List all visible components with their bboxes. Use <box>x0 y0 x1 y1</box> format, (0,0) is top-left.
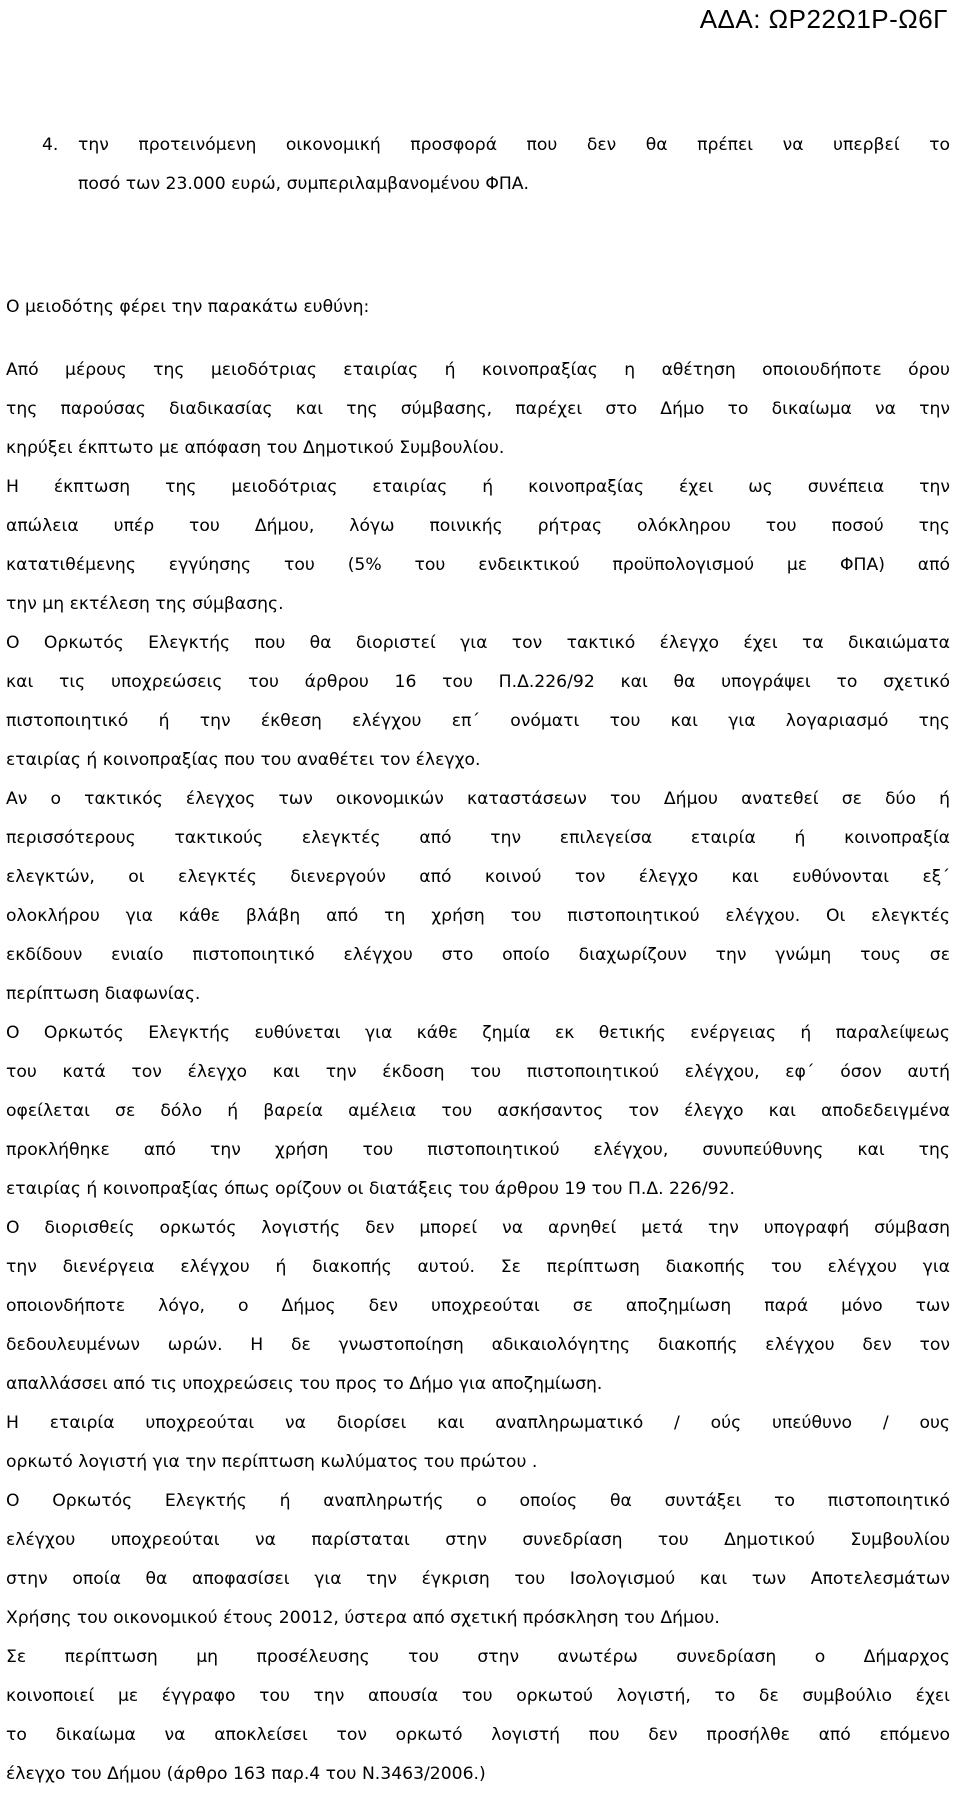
paragraph-line: κοινοποιεί με έγγραφο του την απουσία του ορκωτού λογιστή, το δε συμβούλιο έχει <box>6 1686 950 1706</box>
paragraph-line: απαλλάσσει από τις υποχρεώσεις του προς το Δήμο για αποζημίωση. <box>6 1374 603 1394</box>
paragraphs <box>6 351 950 1794</box>
paragraph-line: πιστοποιητικό ή την έκθεση ελέγχου επ΄ ονόματι του και για λογαριασμό της <box>6 711 950 731</box>
ada-code: ΑΔΑ: ΩΡ22Ω1Ρ-Ω6Γ <box>699 4 948 34</box>
paragraph-line: Η έκπτωση της μειοδότριας εταιρίας ή κοινοπραξίας έχει ως συνέπεια την <box>6 477 950 497</box>
paragraph-line: Ο Ορκωτός Ελεγκτής ευθύνεται για κάθε ζημία εκ θετικής ενέργειας ή παραλείψεως <box>6 1023 950 1043</box>
paragraph-line: προκλήθηκε από την χρήση του πιστοποιητικού ελέγχου, συνυπεύθυνης και της <box>6 1140 950 1160</box>
paragraph-line: έλεγχο του Δήμου (άρθρο 163 παρ.4 του Ν.3463/2006.) <box>6 1764 486 1784</box>
paragraph-line: στην οποία θα αποφασίσει για την έγκριση του Ισολογισμού και των Αποτελεσμάτων <box>6 1569 950 1589</box>
item-4-line-2: ποσό των 23.000 ευρώ, συμπεριλαμβανομένου ΦΠΑ. <box>78 174 530 194</box>
paragraph-line: και τις υποχρεώσεις του άρθρου 16 του Π.Δ.226/92 και θα υπογράψει το σχετικό <box>6 672 950 692</box>
paragraph-line: Σε περίπτωση μη προσέλευσης του στην ανωτέρω συνεδρίαση ο Δήμαρχος <box>6 1647 950 1667</box>
paragraph-line: Χρήσης του οικονομικού έτους 20012, ύστερα από σχετική πρόσκληση του Δήμου. <box>6 1608 720 1628</box>
paragraph-line: οφείλεται σε δόλο ή βαρεία αμέλεια του ασκήσαντος τον έλεγχο και αποδεδειγμένα <box>6 1101 950 1121</box>
paragraph-line: Ο Ορκωτός Ελεγκτής ή αναπληρωτής ο οποίος θα συντάξει το πιστοποιητικό <box>6 1491 950 1511</box>
paragraph-line: της παρούσας διαδικασίας και της σύμβασης, παρέχει στο Δήμο το δικαίωμα να την <box>6 399 950 419</box>
paragraph-line: ελέγχου υποχρεούται να παρίσταται στην συνεδρίαση του Δημοτικού Συμβουλίου <box>6 1530 950 1550</box>
paragraph-line: την διενέργεια ελέγχου ή διακοπής αυτού. Σε περίπτωση διακοπής του ελέγχου για <box>6 1257 950 1277</box>
paragraph-line: Η εταιρία υποχρεούται να διορίσει και αναπληρωματικό / ούς υπεύθυνο / ους <box>6 1413 950 1433</box>
item-number: 4. <box>42 135 59 155</box>
paragraph-line: Από μέρους της μειοδότριας εταιρίας ή κοινοπραξίας η αθέτηση οποιουδήποτε όρου <box>6 360 950 380</box>
paragraph-line: Αν ο τακτικός έλεγχος των οικονομικών καταστάσεων του Δήμου ανατεθεί σε δύο ή <box>6 789 950 809</box>
paragraph-line: Ο διορισθείς ορκωτός λογιστής δεν μπορεί να αρνηθεί μετά την υπογραφή σύμβαση <box>6 1218 950 1238</box>
paragraph-line: κηρύξει έκπτωτο με απόφαση του Δημοτικού Συμβουλίου. <box>6 438 505 458</box>
paragraph-line: του κατά τον έλεγχο και την έκδοση του πιστοποιητικού ελέγχου, εφ΄ όσον αυτή <box>6 1062 950 1082</box>
paragraph-line: κατατιθέμενης εγγύησης του (5% του ενδεικτικού προϋπολογισμού με ΦΠΑ) από <box>6 555 950 575</box>
paragraph-line: δεδουλευμένων ωρών. Η δε γνωστοποίηση αδικαιολόγητης διακοπής ελέγχου δεν τον <box>6 1335 950 1355</box>
paragraph-line: περίπτωση διαφωνίας. <box>6 984 201 1004</box>
paragraph-line: εταιρίας ή κοινοπραξίας όπως ορίζουν οι διατάξεις του άρθρου 19 του Π.Δ. 226/92. <box>6 1179 735 1199</box>
paragraph-line: το δικαίωμα να αποκλείσει τον ορκωτό λογιστή που δεν προσήλθε από επόμενο <box>6 1725 950 1745</box>
paragraph-line: απώλεια υπέρ του Δήμου, λόγω ποινικής ρήτρας ολόκληρου του ποσού της <box>6 516 950 536</box>
paragraph-line: ελεγκτών, οι ελεγκτές διενεργούν από κοινού τον έλεγχο και ευθύνονται εξ΄ <box>6 867 950 887</box>
paragraph-line: Ο Ορκωτός Ελεγκτής που θα διοριστεί για τον τακτικό έλεγχο έχει τα δικαιώματα <box>6 633 950 653</box>
heading: Ο μειοδότης φέρει την παρακάτω ευθύνη: <box>6 297 370 317</box>
paragraph-line: την μη εκτέλεση της σύμβασης. <box>6 594 284 614</box>
item-4-line-1: την προτεινόμενη οικονομική προσφορά που δεν θα πρέπει να υπερβεί το <box>78 135 950 155</box>
paragraph-line: εκδίδουν ενιαίο πιστοποιητικό ελέγχου στο οποίο διαχωρίζουν την γνώμη τους σε <box>6 945 950 965</box>
paragraph-line: περισσότερους τακτικούς ελεγκτές από την επιλεγείσα εταιρία ή κοινοπραξία <box>6 828 950 848</box>
paragraph-line: ορκωτό λογιστή για την περίπτωση κωλύματος του πρώτου . <box>6 1452 538 1472</box>
paragraph-line: εταιρίας ή κοινοπραξίας που του αναθέτει τον έλεγχο. <box>6 750 481 770</box>
item-4-text <box>78 126 950 204</box>
paragraph-line: οποιονδήποτε λόγο, ο Δήμος δεν υποχρεούται σε αποζημίωση παρά μόνο των <box>6 1296 950 1316</box>
paragraph-line: ολοκλήρου για κάθε βλάβη από τη χρήση του πιστοποιητικού ελέγχου. Οι ελεγκτές <box>6 906 950 926</box>
